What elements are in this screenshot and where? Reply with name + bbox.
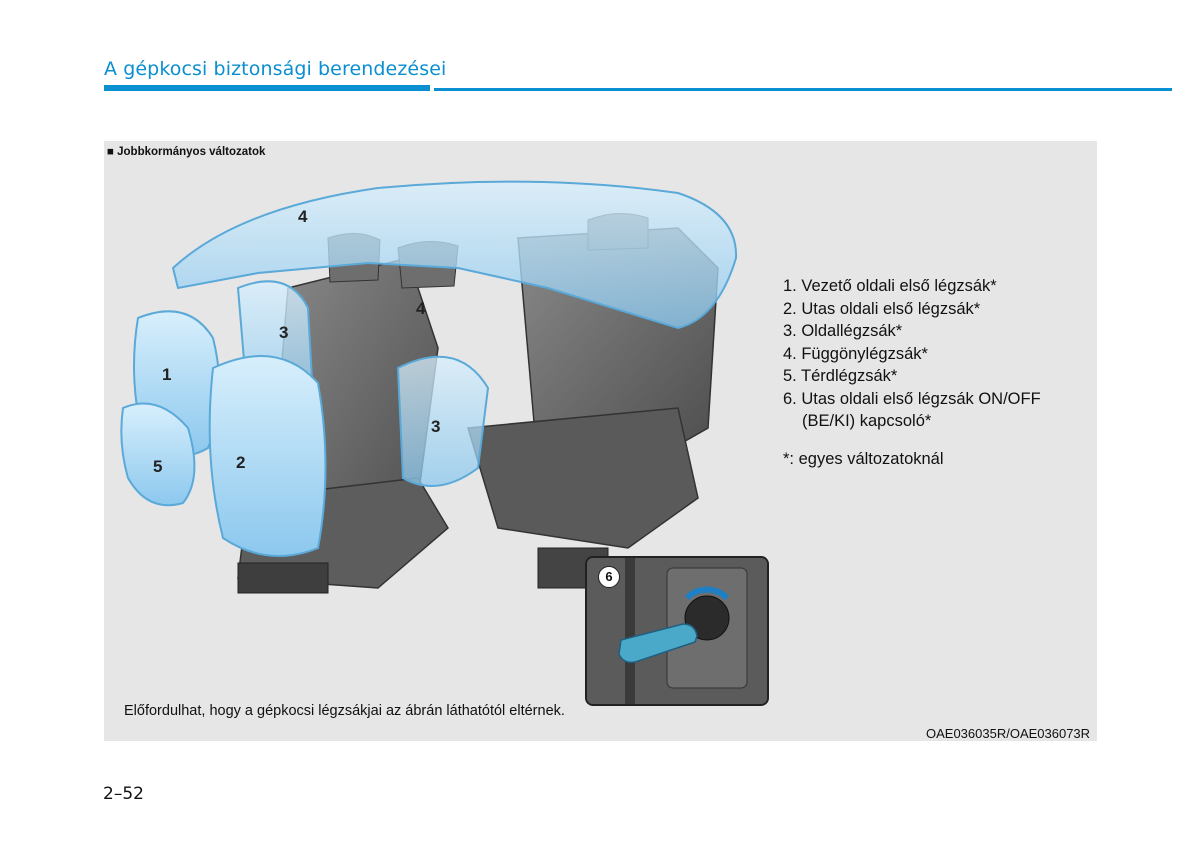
figure-caption: Előfordulhat, hogy a gépkocsi légzsákjai az ábrán láthatótól eltérnek. [124, 703, 565, 719]
page-number: 2–52 [103, 784, 144, 804]
inset-callout-6: 6 [598, 566, 620, 588]
legend-item: 5. Térdlégzsák* [783, 367, 898, 385]
callout-3: 3 [431, 417, 441, 436]
legend-item: 3. Oldallégzsák* [783, 322, 903, 340]
legend-item: 4. Függönylégzsák* [783, 344, 928, 363]
callout-4: 4 [298, 207, 308, 226]
airbag-legend [783, 275, 1041, 433]
variant-label: ■ Jobbkormányos változatok [107, 146, 266, 158]
callout-5: 5 [153, 457, 163, 476]
section-title: A gépkocsi biztonsági berendezései [104, 58, 447, 80]
header-rule-thick [104, 85, 430, 91]
legend-item-continuation: (BE/KI) kapcsoló* [802, 412, 932, 430]
legend-item: 6. Utas oldali első légzsák ON/OFF [783, 389, 1041, 408]
callout-3: 3 [279, 323, 289, 342]
legend-item: 2. Utas oldali első légzsák* [783, 299, 981, 318]
side-airbag-shape [398, 357, 488, 486]
legend-footnote: *: egyes változatoknál [783, 450, 944, 468]
figure-code: OAE036035R/OAE036073R [926, 726, 1091, 741]
callout-4: 4 [416, 299, 426, 318]
airbag-illustration [118, 168, 758, 618]
legend-item: 1. Vezető oldali első légzsák* [783, 277, 997, 295]
callout-1: 1 [162, 365, 172, 384]
passenger-airbag-shape [210, 356, 326, 556]
header-rule-thin [434, 88, 1172, 91]
callout-2: 2 [236, 453, 246, 472]
